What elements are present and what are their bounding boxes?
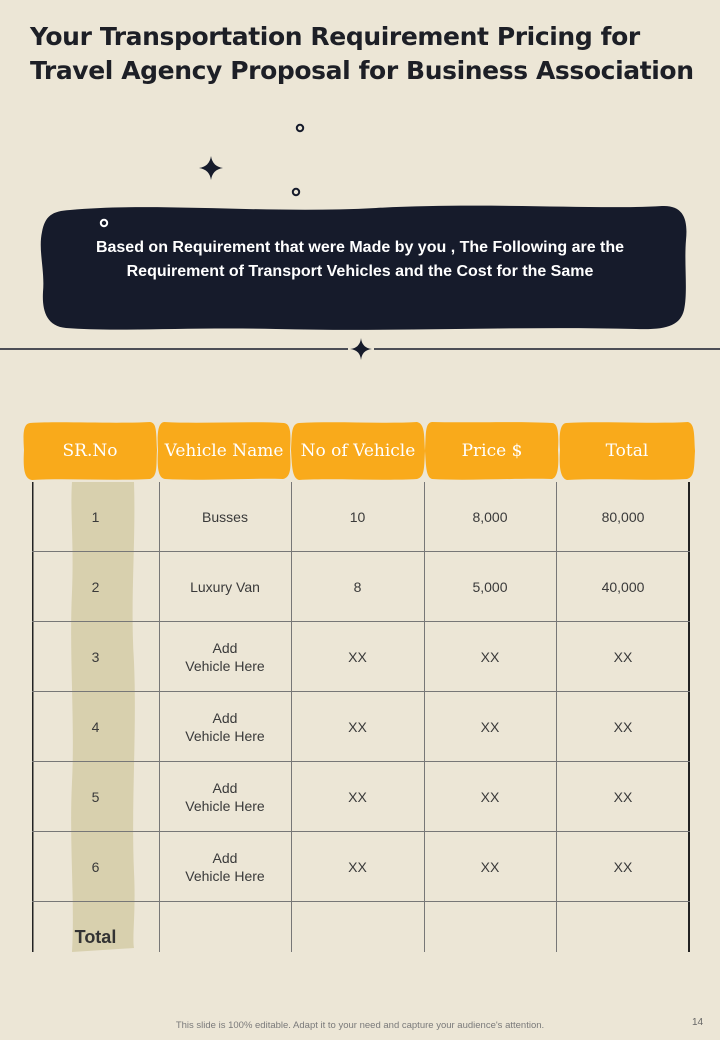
header-price: Price $ [424,420,560,482]
table-cell: XX [348,789,367,805]
table-cell: 8,000 [472,509,508,525]
table-cell: XX [480,649,500,665]
table-cell: XX [348,859,367,875]
page-number: 14 [692,1017,704,1028]
table-cell: XX [613,789,633,805]
circle-icon [293,189,299,195]
table-cell: XX [480,859,500,875]
sparkle-icon [350,338,372,360]
banner-message [40,236,680,284]
banner-line-1: Based on Requirement that were Made by you , The Following are the [95,239,625,256]
total-label: Total [74,927,117,947]
table-cell: XX [480,719,500,735]
header-sr-no: SR.No [22,420,158,482]
table-cell: Add Vehicle Here [185,710,265,744]
table-cell: 8 [353,579,362,595]
table-cell: XX [348,649,367,665]
table-header [22,420,696,482]
table-cell: 6 [91,859,100,875]
table-cell: 5 [91,789,100,805]
table-cell: XX [613,719,633,735]
circle-icon [297,125,303,131]
table-cell: XX [613,859,633,875]
banner-line-2: Requirement of Transport Vehicles and the Cost for the Same [126,263,594,280]
table-cell: 40,000 [601,579,645,595]
table-cell: XX [480,789,500,805]
sparkle-icon [199,156,223,180]
table-cell: Add Vehicle Here [185,640,265,674]
table-cell: 1 [91,509,100,525]
header-total: Total [558,420,696,482]
table-cell: Add Vehicle Here [185,780,265,814]
table-cell: 10 [349,509,366,525]
footer-note: This slide is 100% editable. Adapt it to your need and capture your audience's attention. [175,1020,545,1031]
table-cell: 4 [91,719,100,735]
header-vehicle-name: Vehicle Name [156,420,292,482]
table-cell: Add Vehicle Here [185,850,265,884]
table-cell: Busses [202,509,248,525]
table-cell: 5,000 [472,579,508,595]
table-body [32,482,690,952]
page-title: Your Transportation Requirement Pricing for Travel Agency Proposal for Business Association [30,22,694,85]
table-cell: 80,000 [601,509,645,525]
table-cell: Luxury Van [190,579,260,595]
header-no-of-vehicle: No of Vehicle [290,420,426,482]
table-cell: 3 [91,649,100,665]
table-cell: 2 [91,579,100,595]
table-cell: XX [613,649,633,665]
table-cell: XX [348,719,367,735]
